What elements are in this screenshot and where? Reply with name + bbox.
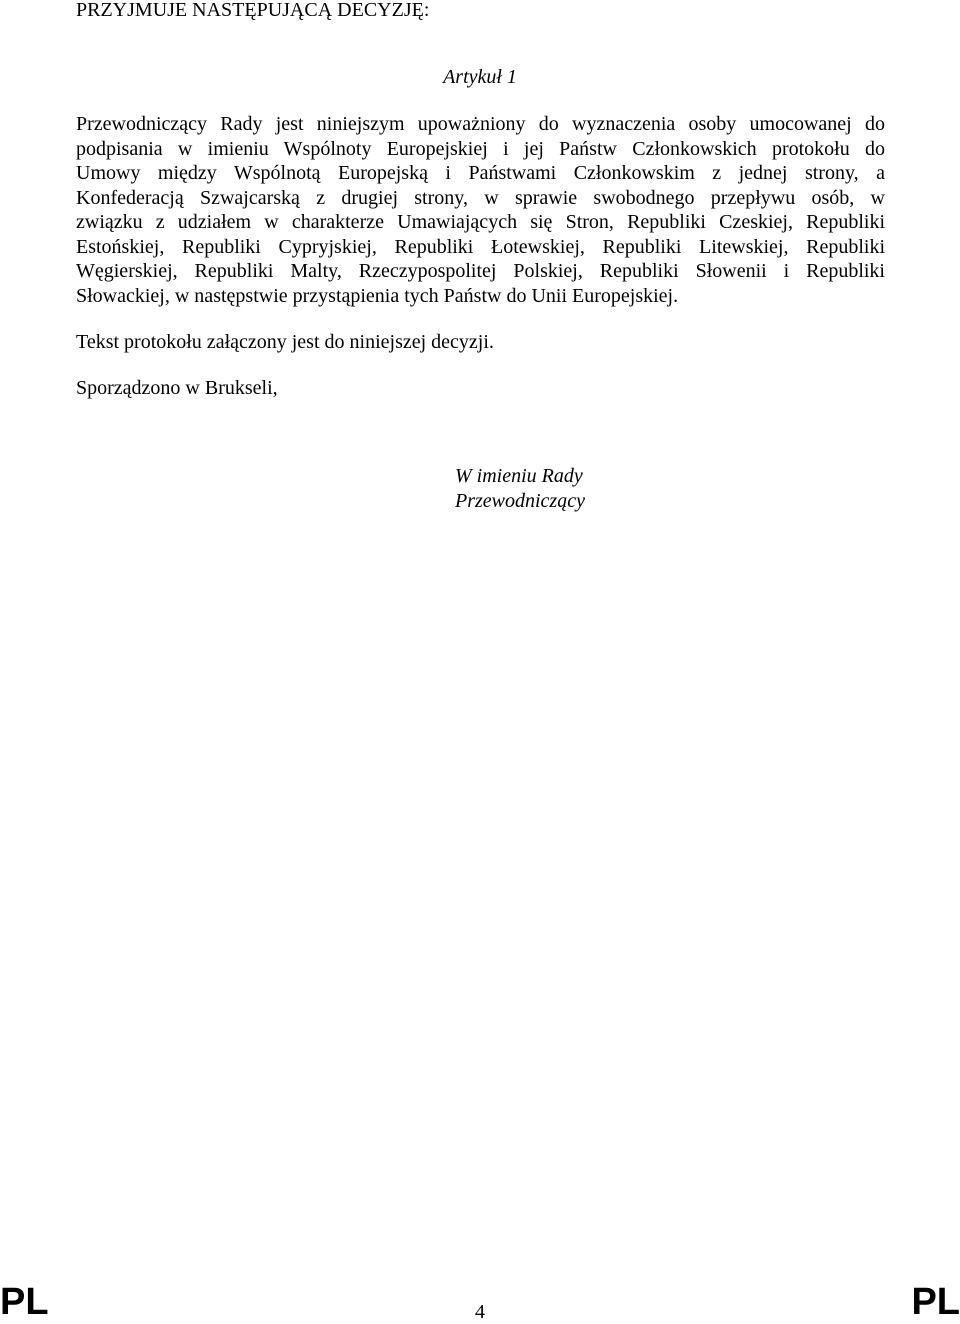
article-body-line: Estońskiej, Republiki Cypryjskiej, Republiki Łotewskiej, Republiki Litewskiej, Republiki <box>76 235 885 258</box>
footer-language-code-left: PL <box>0 1281 49 1323</box>
signature-block <box>455 464 585 513</box>
article-body-line: Przewodniczący Rady jest niniejszym upoważniony do wyznaczenia osoby umocowanej do <box>76 113 885 135</box>
article-body-line: Węgierskiej, Republiki Malty, Rzeczypospolitej Polskiej, Republiki Słowenii i Republiki <box>76 260 885 282</box>
page-number: 4 <box>475 1301 485 1323</box>
annex-paragraph: Tekst protokołu załączony jest do niniejszej decyzji. <box>76 331 494 353</box>
article-title: Artykuł 1 <box>443 66 517 88</box>
place-of-signing: Sporządzono w Brukseli, <box>76 377 278 399</box>
decision-heading: PRZYJMUJE NASTĘPUJĄCĄ DECYZJĘ: <box>76 0 430 21</box>
article-body-line: Umowy między Wspólnotą Europejską i Państwami Członkowskim z jednej strony, a <box>76 162 885 184</box>
signature-line-council: W imieniu Rady <box>455 465 583 487</box>
signature-line-president: Przewodniczący <box>455 489 585 512</box>
article-body-line: Słowackiej, w następstwie przystąpienia tych Państw do Unii Europejskiej. <box>76 284 679 307</box>
article-body-line: podpisania w imieniu Wspólnoty Europejskiej i jej Państw Członkowskich protokołu do <box>76 137 885 160</box>
article-body-line: Konfederacją Szwajcarską z drugiej strony, w sprawie swobodnego przepływu osób, w <box>76 186 885 209</box>
article-body-line: związku z udziałem w charakterze Umawiających się Stron, Republiki Czeskiej, Republiki <box>76 211 885 233</box>
footer-language-code-right: PL <box>911 1281 960 1323</box>
article-body <box>76 112 885 308</box>
